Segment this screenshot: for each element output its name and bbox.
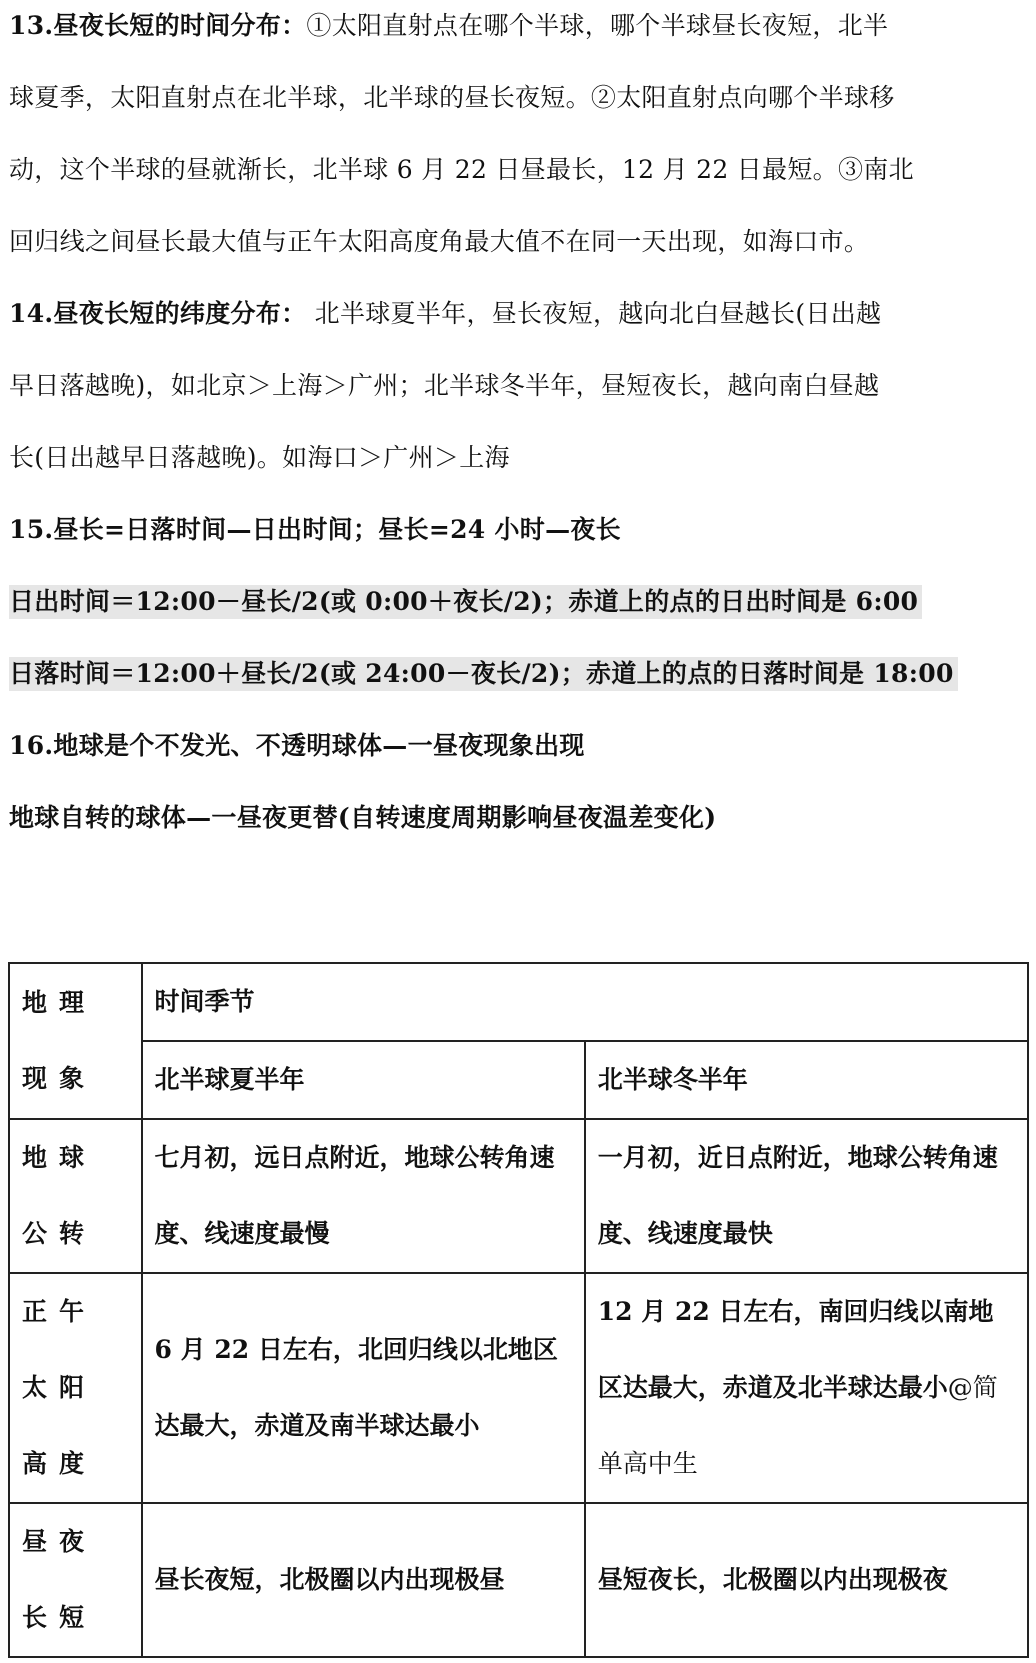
sunset-formula — [9, 657, 1027, 691]
cell-day-length-summer: 昼长夜短，北极圈以内出现极昼 — [142, 1503, 585, 1657]
cell-revolution-winter: 一月初，近日点附近，地球公转角速度、线速度最快 — [585, 1119, 1028, 1273]
p15-line-1: 15.昼长=日落时间—日出时间；昼长=24 小时—夜长 — [9, 515, 621, 544]
cell-noon-sun-winter-text: 12 月 22 日左右，南回归线以南地区达最大，赤道及北半球达最小 — [597, 1297, 994, 1402]
p14-line-3: 长(日出越早日落越晚)。如海口＞广州＞上海 — [9, 443, 510, 472]
cell-day-length-winter: 昼短夜长，北极圈以内出现极夜 — [585, 1503, 1028, 1657]
table-row — [9, 1273, 1028, 1503]
cell-revolution-summer: 七月初，远日点附近，地球公转角速度、线速度最慢 — [142, 1119, 585, 1273]
p13-title: 13.昼夜长短的时间分布： — [9, 11, 307, 40]
cell-noon-sun-winter — [585, 1273, 1028, 1503]
header-time-season: 时间季节 — [142, 963, 1028, 1041]
sunrise-formula-highlight: 日出时间＝12:00－昼长/2(或 0:00＋夜长/2)；赤道上的点的日出时间是 6:00 — [9, 585, 922, 619]
p16-line-2: 地球自转的球体—一昼夜更替(自转速度周期影响昼夜温差变化) — [9, 803, 717, 832]
geography-table — [8, 962, 1029, 1658]
sunset-formula-highlight: 日落时间＝12:00＋昼长/2(或 24:00－夜长/2)；赤道上的点的日落时间是 18:00 — [9, 657, 958, 691]
sunrise-formula — [9, 585, 1027, 619]
cell-noon-sun-summer: 6 月 22 日左右，北回归线以北地区达最大，赤道及南半球达最小 — [142, 1273, 585, 1503]
watermark-text: @简单高中生 — [597, 1373, 998, 1478]
p14-line-2: 早日落越晚)，如北京＞上海＞广州；北半球冬半年，昼短夜长，越向南白昼越 — [9, 371, 880, 400]
header-geo-phenomenon: 地理现象 — [9, 963, 142, 1119]
p14-line-1 — [9, 297, 1027, 331]
p14-title: 14.昼夜长短的纬度分布： — [9, 299, 307, 328]
row-label-revolution: 地球公转 — [9, 1119, 142, 1273]
row-label-noon-sun: 正午太阳高度 — [9, 1273, 142, 1503]
p13-line-4: 回归线之间昼长最大值与正午太阳高度角最大值不在同一天出现，如海口市。 — [9, 227, 870, 256]
row-label-day-length: 昼夜长短 — [9, 1503, 142, 1657]
p14-line-1-text: 北半球夏半年，昼长夜短，越向北白昼越长(日出越 — [306, 299, 882, 328]
header-winter-half: 北半球冬半年 — [585, 1041, 1028, 1119]
p13-line-1-text: ①太阳直射点在哪个半球，哪个半球昼长夜短，北半 — [306, 11, 889, 40]
p13-line-1 — [9, 9, 1027, 43]
p13-line-2: 球夏季，太阳直射点在北半球，北半球的昼长夜短。②太阳直射点向哪个半球移 — [9, 83, 895, 112]
table-header-row-1 — [9, 963, 1028, 1041]
p13-line-3: 动，这个半球的昼就渐长，北半球 6 月 22 日昼最长，12 月 22 日最短。③南北 — [9, 155, 914, 184]
table-row — [9, 1503, 1028, 1657]
table-header-row-2 — [9, 1041, 1028, 1119]
table-row — [9, 1119, 1028, 1273]
header-summer-half: 北半球夏半年 — [142, 1041, 585, 1119]
p16-line-1: 16.地球是个不发光、不透明球体—一昼夜现象出现 — [9, 731, 585, 760]
